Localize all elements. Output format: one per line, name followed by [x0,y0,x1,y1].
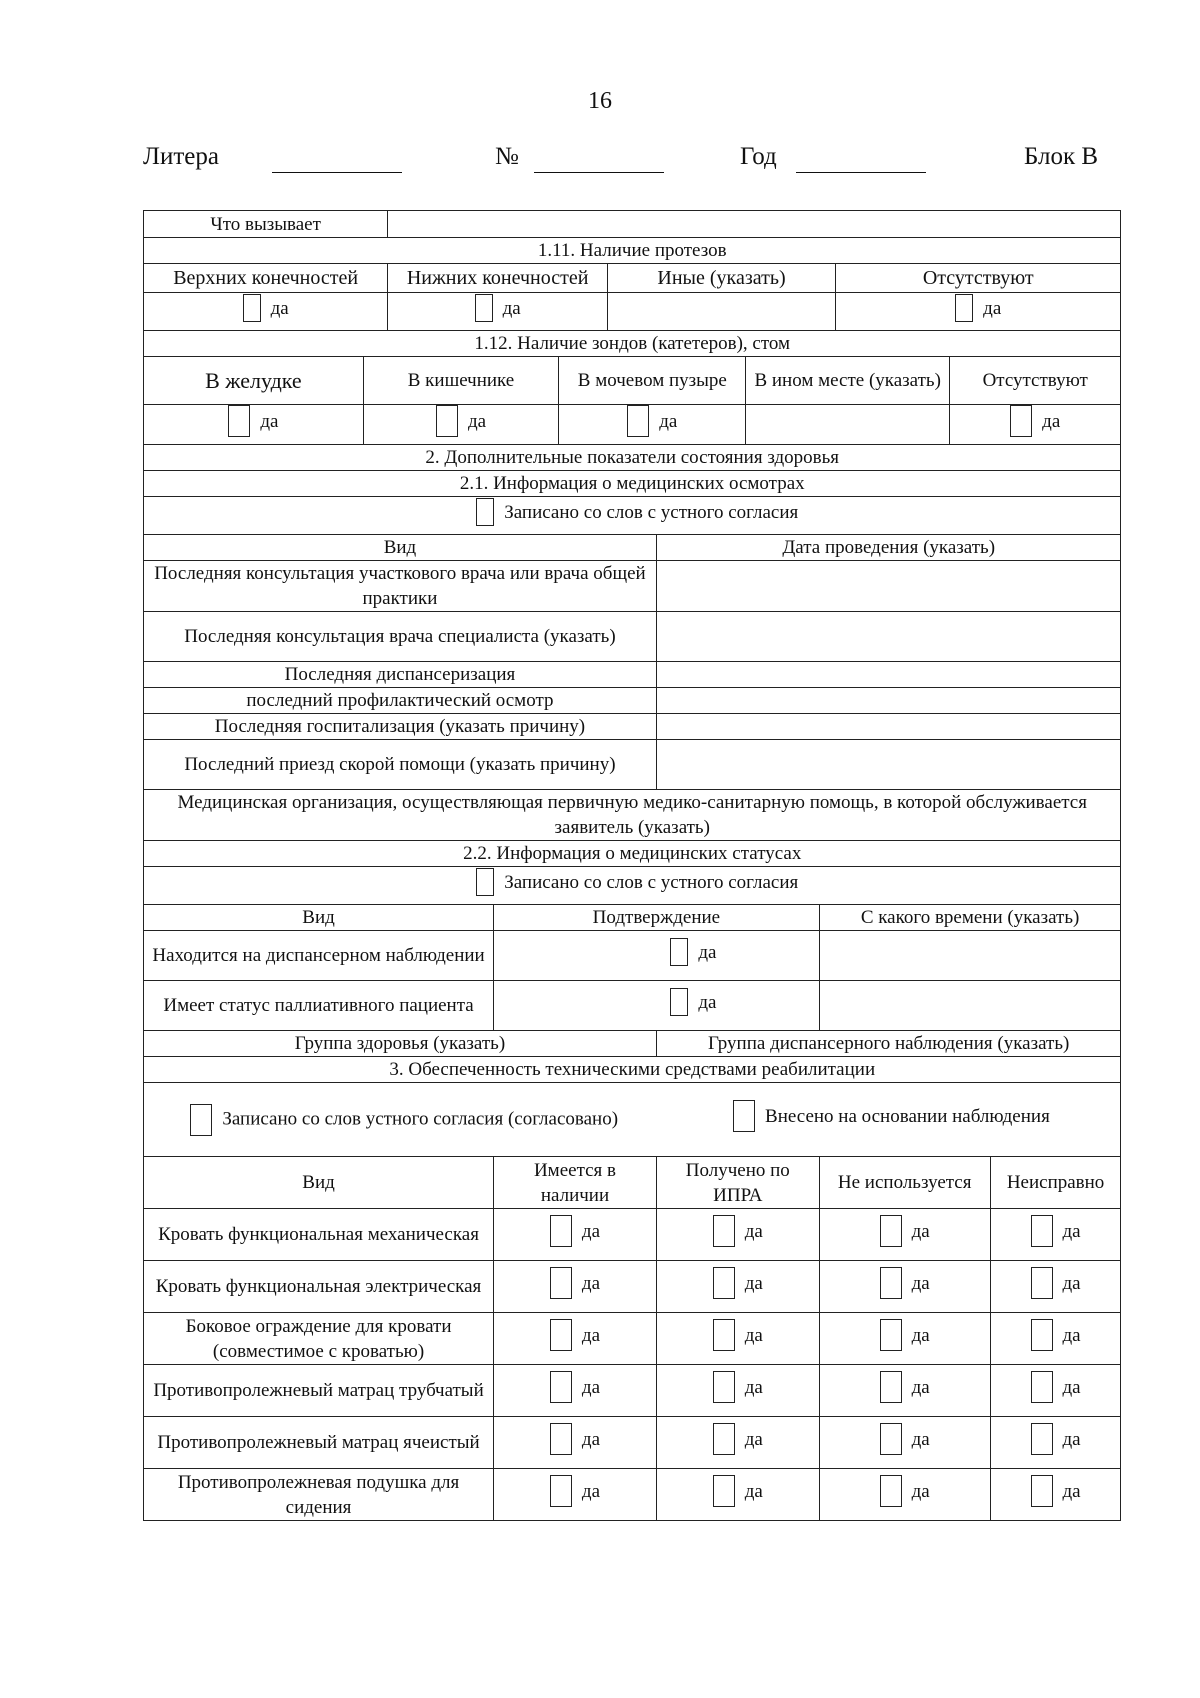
yes-option [880,1475,930,1507]
table-row [144,1313,1121,1365]
checkbox[interactable] [880,1371,902,1403]
rehab-cell [656,1365,819,1417]
checkbox[interactable] [550,1371,572,1403]
prosthesis-cell [835,293,1120,331]
yes-option [713,1319,763,1351]
yes-option [550,1319,600,1351]
yes-option [880,1423,930,1455]
table-row [144,497,1121,535]
yes-option [436,405,486,437]
yes-label: да [581,1324,601,1346]
table-row [144,931,1121,981]
table-row [144,211,1121,238]
prosthesis-col: Отсутствуют [835,264,1120,293]
yes-label: да [744,1324,763,1346]
checkbox[interactable] [1031,1371,1053,1403]
probes-cell [144,405,364,445]
yes-label: да [983,297,1002,319]
checkbox[interactable] [713,1319,735,1351]
yes-label: да [502,297,521,319]
exam-row-label: Последняя консультация врача специалиста (указать) [144,612,657,662]
checkbox[interactable] [880,1215,902,1247]
yes-option [550,1371,600,1403]
page-number: 16 [588,88,612,114]
exam-row-label: Последняя диспансеризация [144,662,657,688]
yes-label: да [744,1480,763,1502]
table-row [144,1157,1121,1209]
yes-option [1031,1475,1081,1507]
checkbox[interactable] [550,1319,572,1351]
table-row [144,357,1121,405]
exam-row-label: Последний приезд скорой помощи (указать причину) [144,740,657,790]
health-group: Группа здоровья (указать) [144,1031,657,1057]
yes-label: да [911,1376,930,1398]
consent-label: Записано со слов устного согласия (согласовано) [222,1107,619,1129]
yes-option [550,1423,600,1455]
prosthesis-cell [144,293,388,331]
rehab-row-label: Кровать функциональная механическая [144,1209,494,1261]
yes-option [550,1215,600,1247]
checkbox[interactable] [670,938,688,966]
status-row-label: Находится на диспансерном наблюдении [144,931,494,981]
table-row [144,445,1121,471]
yes-label: да [698,991,717,1013]
col-type: Вид [144,535,657,561]
table-row [144,1031,1121,1057]
yes-label: да [1062,1220,1081,1242]
table-row [144,981,1121,1031]
rehab-row-label: Противопролежневый матрац ячеистый [144,1417,494,1469]
table-row [144,905,1121,931]
yes-label: да [911,1428,930,1450]
yes-label: да [581,1376,601,1398]
yes-label: да [911,1324,930,1346]
yes-option [550,1475,600,1507]
yes-label: да [1062,1272,1081,1294]
status-since-field[interactable] [819,931,1121,981]
checkbox[interactable] [1031,1319,1053,1351]
probes-cell [949,405,1121,445]
table-row [144,264,1121,293]
consent-checkbox[interactable] [476,868,494,896]
rehab-col: Вид [144,1157,494,1209]
year-field[interactable] [796,172,926,173]
yes-label: да [744,1376,763,1398]
observed-label: Внесено на основании наблюдения [765,1105,1050,1127]
table-row [144,790,1121,841]
table-row [144,471,1121,497]
rehab-col: Имеется в наличии [494,1157,657,1209]
cause-field[interactable] [388,211,1121,238]
yes-option [1031,1215,1081,1247]
yes-option [880,1319,930,1351]
yes-label: да [911,1480,930,1502]
checkbox[interactable] [228,405,250,437]
yes-label: да [744,1220,763,1242]
rehab-observed [656,1083,1121,1157]
rehab-cell [819,1417,990,1469]
yes-label: да [1062,1376,1081,1398]
checkbox[interactable] [670,988,688,1016]
year-label: Год [740,143,777,170]
rehab-row-label: Противопролежневая подушка для сидения [144,1469,494,1521]
checkbox[interactable] [955,294,973,322]
checkbox[interactable] [550,1423,572,1455]
rehab-cell [656,1469,819,1521]
rehab-cell [494,1469,657,1521]
rehab-col: Неисправно [990,1157,1121,1209]
col-since: С какого времени (указать) [819,905,1121,931]
table-row [144,1365,1121,1417]
prosthesis-col: Нижних конечностей [388,264,608,293]
yes-label: да [467,410,487,432]
yes-option [475,294,521,322]
checkbox[interactable] [880,1423,902,1455]
probes-cell [363,405,558,445]
table-row [144,612,1121,662]
number-label: № [495,143,519,170]
form-table [143,210,1121,1521]
checkbox[interactable] [1031,1267,1053,1299]
block-label: Блок В [1024,143,1099,170]
statuses-consent [144,867,1121,905]
yes-option [713,1267,763,1299]
yes-option [670,938,716,966]
rehab-cell [494,1261,657,1313]
checkbox[interactable] [713,1215,735,1247]
consent-label: Записано со слов с устного согласия [504,501,799,523]
rehab-col: Получено по ИПРА [656,1157,819,1209]
yes-option [713,1475,763,1507]
table-row [144,740,1121,790]
yes-option [880,1371,930,1403]
rehab-cell [990,1469,1121,1521]
checkbox[interactable] [880,1267,902,1299]
rehab-row-label: Противопролежневый матрац трубчатый [144,1365,494,1417]
rehab-cell [494,1365,657,1417]
exam-row-label: Последняя консультация участкового врача или врача общей практики [144,561,657,612]
probes-cell[interactable] [746,405,950,445]
checkbox[interactable] [713,1371,735,1403]
checkbox[interactable] [1031,1215,1053,1247]
checkbox[interactable] [1031,1423,1053,1455]
rehab-cell [656,1261,819,1313]
yes-label: да [581,1428,601,1450]
rehab-row-label: Боковое ограждение для кровати (совместимое с кроватью) [144,1313,494,1365]
org-row: Медицинская организация, осуществляющая первичную медико-санитарную помощь, в которой обслуживается заявитель (указать) [144,790,1121,841]
checkbox[interactable] [880,1319,902,1351]
rehab-cell [819,1365,990,1417]
rehab-cell [819,1469,990,1521]
yes-option [1031,1371,1081,1403]
prosthesis-col: Верхних конечностей [144,264,388,293]
checkbox[interactable] [550,1475,572,1507]
rehab-cell [990,1417,1121,1469]
rehab-cell [494,1313,657,1365]
col-confirm: Подтверждение [494,905,820,931]
status-since-field[interactable] [819,981,1121,1031]
table-row [144,293,1121,331]
col-date: Дата проведения (указать) [656,535,1121,561]
yes-option [880,1215,930,1247]
yes-option [670,988,716,1016]
rehab-cell [990,1209,1121,1261]
checkbox[interactable] [713,1267,735,1299]
yes-option [550,1267,600,1299]
exam-date-field[interactable] [656,662,1121,688]
yes-label: да [911,1220,930,1242]
yes-label: да [1062,1324,1081,1346]
exam-date-field[interactable] [656,740,1121,790]
section3-title: 3. Обеспеченность техническими средствами реабилитации [144,1057,1121,1083]
table-row [144,405,1121,445]
litera-field[interactable] [272,172,402,173]
probes-title: 1.12. Наличие зондов (катетеров), стом [144,331,1121,357]
table-row [144,331,1121,357]
yes-label: да [1042,410,1061,432]
exam-row-label: Последняя госпитализация (указать причину) [144,714,657,740]
prosthesis-cell [388,293,608,331]
col-type: Вид [144,905,494,931]
prosthesis-title: 1.11. Наличие протезов [144,238,1121,264]
yes-label: да [911,1272,930,1294]
probes-col: В кишечнике [363,357,558,405]
yes-option [1031,1267,1081,1299]
section2-title: 2. Дополнительные показатели состояния здоровья [144,445,1121,471]
rehab-col: Не используется [819,1157,990,1209]
rehab-cell [819,1209,990,1261]
table-row [144,1417,1121,1469]
yes-option [243,294,289,322]
rehab-cell [990,1261,1121,1313]
yes-option [955,294,1001,322]
yes-label: да [1062,1428,1081,1450]
table-row [144,1261,1121,1313]
prosthesis-col: Иные (указать) [608,264,836,293]
rehab-cell [819,1261,990,1313]
exams-title: 2.1. Информация о медицинских осмотрах [144,471,1121,497]
checkbox[interactable] [627,405,649,437]
status-confirm [494,981,820,1031]
status-confirm [494,931,820,981]
probes-col: В ином месте (указать) [746,357,950,405]
observed-checkbox[interactable] [733,1100,755,1132]
exams-consent [144,497,1121,535]
probes-col: Отсутствуют [949,357,1121,405]
table-row [144,841,1121,867]
litera-label: Литера [143,143,219,170]
yes-label: да [270,297,289,319]
prosthesis-cell[interactable] [608,293,836,331]
exam-row-label: последний профилактический осмотр [144,688,657,714]
table-row [144,238,1121,264]
observed-option [733,1100,1050,1132]
number-field[interactable] [534,172,664,173]
probes-cell [559,405,746,445]
rehab-cell [990,1313,1121,1365]
exam-date-field[interactable] [656,612,1121,662]
yes-option [1031,1423,1081,1455]
yes-label: да [581,1272,601,1294]
yes-option [713,1215,763,1247]
checkbox[interactable] [550,1267,572,1299]
rehab-cell [656,1417,819,1469]
yes-label: да [744,1428,763,1450]
yes-label: да [1062,1480,1081,1502]
cause-label: Что вызывает [144,211,388,238]
rehab-cell [656,1209,819,1261]
yes-label: да [698,941,717,963]
table-row [144,714,1121,740]
rehab-cell [494,1209,657,1261]
checkbox[interactable] [550,1215,572,1247]
table-row [144,1469,1121,1521]
yes-label: да [260,410,279,432]
table-row [144,561,1121,612]
table-row [144,688,1121,714]
status-row-label: Имеет статус паллиативного пациента [144,981,494,1031]
table-row [144,662,1121,688]
checkbox[interactable] [243,294,261,322]
exam-date-field[interactable] [656,561,1121,612]
yes-label: да [659,410,678,432]
consent-option [476,868,798,896]
rehab-cell [990,1365,1121,1417]
consent-option [476,498,798,526]
yes-option [713,1423,763,1455]
checkbox[interactable] [880,1475,902,1507]
rehab-cell [656,1313,819,1365]
yes-label: да [744,1272,763,1294]
yes-label: да [581,1220,601,1242]
probes-col: В желудке [144,357,364,405]
table-row [144,1209,1121,1261]
consent-label: Записано со слов с устного согласия [504,871,799,893]
checkbox[interactable] [436,405,458,437]
checkbox[interactable] [713,1423,735,1455]
rehab-consent [144,1083,657,1157]
yes-option [228,405,278,437]
table-row [144,1057,1121,1083]
rehab-cell [494,1417,657,1469]
yes-option [1031,1319,1081,1351]
statuses-title: 2.2. Информация о медицинских статусах [144,841,1121,867]
yes-option [713,1371,763,1403]
table-row [144,867,1121,905]
probes-col: В мочевом пузыре [559,357,746,405]
yes-option [880,1267,930,1299]
checkbox[interactable] [475,294,493,322]
yes-option [1010,405,1060,437]
yes-label: да [581,1480,601,1502]
consent-checkbox[interactable] [476,498,494,526]
rehab-row-label: Кровать функциональная электрическая [144,1261,494,1313]
table-row [144,535,1121,561]
consent-checkbox[interactable] [190,1104,212,1136]
exam-date-field[interactable] [656,714,1121,740]
rehab-cell [819,1313,990,1365]
dispensary-group: Группа диспансерного наблюдения (указать) [656,1031,1121,1057]
checkbox[interactable] [713,1475,735,1507]
table-row [144,1083,1121,1157]
yes-option [627,405,677,437]
exam-date-field[interactable] [656,688,1121,714]
checkbox[interactable] [1010,405,1032,437]
checkbox[interactable] [1031,1475,1053,1507]
